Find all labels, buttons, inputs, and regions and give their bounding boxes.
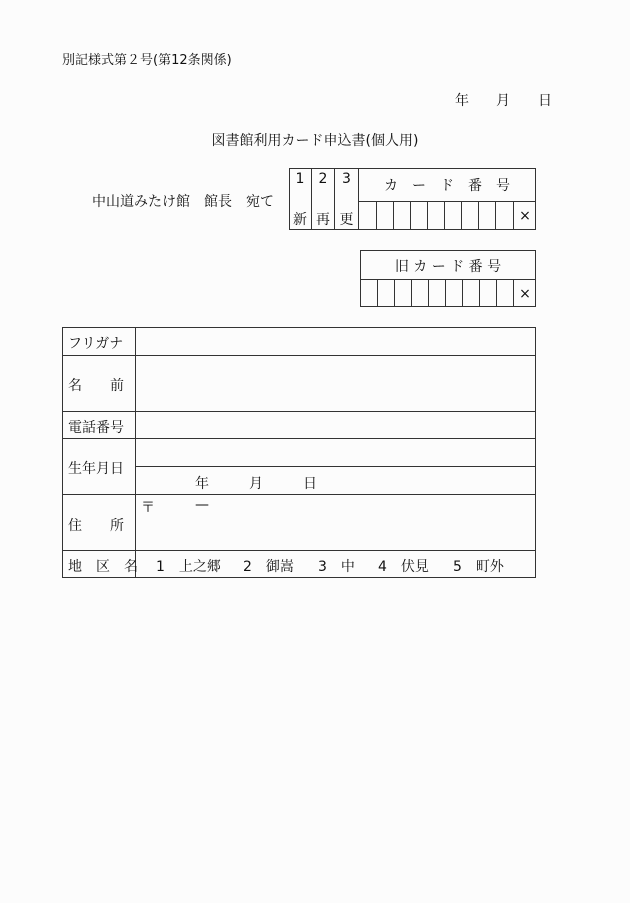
phone-field[interactable] (136, 412, 535, 438)
old-card-number-check-digit: × (519, 285, 531, 302)
birth-day-label: 日 (303, 476, 317, 492)
app-type-reissue[interactable]: 再 (316, 212, 330, 228)
birth-month-label: 月 (249, 476, 263, 492)
app-type-number-3: 3 (342, 171, 351, 187)
card-number-check-digit: × (519, 208, 531, 224)
recipient: 中山道みたけ館 館長 宛て (92, 194, 274, 210)
old-card-number-header: 旧 カ ー ド 番 号 (394, 258, 502, 275)
district-option-4[interactable]: 4 伏見 (378, 559, 429, 575)
date-day-label: 日 (538, 93, 552, 109)
name-label: 名 前 (68, 378, 124, 394)
date-year-label: 年 (455, 93, 469, 109)
furigana-label: フリガナ (68, 336, 124, 352)
district-option-1[interactable]: 1 上之郷 (156, 559, 221, 575)
card-number-header: カ ー ド 番 号 (384, 178, 510, 194)
district-option-5[interactable]: 5 町外 (453, 559, 504, 575)
app-type-number-1: 1 (295, 171, 305, 187)
date-month-label: 月 (496, 93, 510, 109)
birth-year-label: 年 (195, 476, 209, 492)
birthdate-field[interactable] (136, 439, 535, 466)
district-label: 地 区 名 (68, 559, 138, 575)
card-number-digit-inputs[interactable] (359, 202, 513, 229)
document-title: 図書館利用カード申込書(個人用) (211, 133, 419, 149)
old-card-number-digit-inputs[interactable] (361, 280, 513, 306)
postal-dash: — (195, 497, 209, 513)
app-type-renew[interactable]: 更 (339, 212, 354, 228)
app-type-number-2: 2 (318, 171, 328, 187)
address-field[interactable] (136, 515, 535, 549)
form-reference: 別記様式第２号(第12条関係) (62, 53, 232, 68)
phone-label: 電話番号 (68, 420, 124, 436)
postal-mark: 〒 (141, 500, 155, 516)
app-type-new[interactable]: 新 (293, 212, 307, 228)
district-option-3[interactable]: 3 中 (318, 559, 355, 575)
furigana-field[interactable] (136, 328, 535, 355)
name-field[interactable] (136, 356, 535, 411)
address-label: 住 所 (68, 518, 124, 534)
birthdate-label: 生年月日 (68, 461, 124, 477)
district-option-2[interactable]: 2 御嵩 (243, 559, 294, 575)
